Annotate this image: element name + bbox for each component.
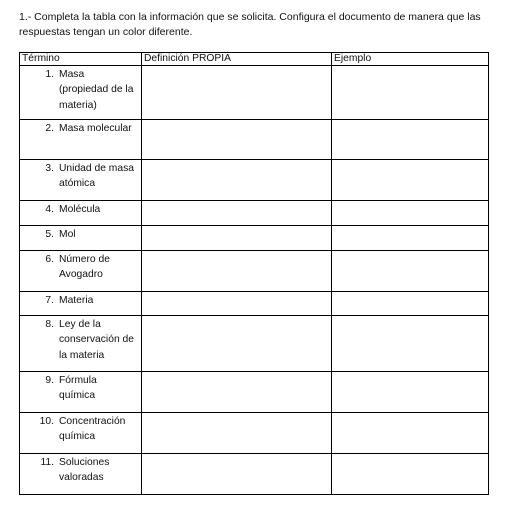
term-cell bbox=[20, 160, 142, 201]
table-row bbox=[20, 316, 489, 372]
table-row bbox=[20, 292, 489, 316]
term-number: 10. bbox=[39, 416, 54, 427]
example-cell[interactable] bbox=[332, 66, 489, 120]
example-cell[interactable] bbox=[332, 120, 489, 160]
table-row bbox=[20, 160, 489, 201]
term-cell bbox=[20, 120, 142, 160]
term-number: 3. bbox=[45, 163, 54, 174]
instructions-text: 1.- Completa la tabla con la información que se solicita. Configura el documento de manera que las respuestas tengan un color diferente. bbox=[19, 11, 481, 38]
table-row bbox=[20, 66, 489, 120]
definition-cell[interactable] bbox=[142, 316, 332, 372]
term-number: 9. bbox=[45, 375, 54, 386]
definition-cell[interactable] bbox=[142, 66, 332, 120]
table-row bbox=[20, 372, 489, 413]
example-cell[interactable] bbox=[332, 251, 489, 292]
table-row bbox=[20, 413, 489, 454]
term-cell bbox=[20, 201, 142, 226]
definition-cell[interactable] bbox=[142, 372, 332, 413]
definition-cell[interactable] bbox=[142, 454, 332, 495]
example-cell[interactable] bbox=[332, 292, 489, 316]
term-label: Materia bbox=[59, 295, 94, 306]
term-number: 1. bbox=[45, 69, 54, 80]
definitions-table bbox=[19, 52, 489, 495]
term-cell bbox=[20, 66, 142, 120]
term-number: 7. bbox=[45, 295, 54, 306]
definition-cell[interactable] bbox=[142, 160, 332, 201]
example-cell[interactable] bbox=[332, 316, 489, 372]
term-number: 2. bbox=[45, 123, 54, 134]
header-termino: Término bbox=[20, 53, 142, 66]
header-ejemplo: Ejemplo bbox=[332, 53, 489, 66]
term-label: Ley de la conservación de la materia bbox=[59, 319, 134, 361]
term-number: 5. bbox=[45, 229, 54, 240]
definition-cell[interactable] bbox=[142, 413, 332, 454]
term-cell bbox=[20, 316, 142, 372]
definition-cell[interactable] bbox=[142, 120, 332, 160]
term-cell bbox=[20, 413, 142, 454]
term-cell bbox=[20, 454, 142, 495]
term-label: Mol bbox=[59, 229, 76, 240]
table-header-row bbox=[20, 53, 489, 66]
definition-cell[interactable] bbox=[142, 292, 332, 316]
definition-cell[interactable] bbox=[142, 201, 332, 226]
table-row bbox=[20, 226, 489, 251]
term-label: Soluciones valoradas bbox=[59, 457, 110, 484]
example-cell[interactable] bbox=[332, 226, 489, 251]
term-number: 6. bbox=[45, 254, 54, 265]
term-label: Fórmula química bbox=[59, 375, 97, 402]
definition-cell[interactable] bbox=[142, 251, 332, 292]
term-cell bbox=[20, 292, 142, 316]
example-cell[interactable] bbox=[332, 160, 489, 201]
term-cell bbox=[20, 372, 142, 413]
term-cell bbox=[20, 226, 142, 251]
table-row bbox=[20, 454, 489, 495]
table-row bbox=[20, 120, 489, 160]
table-body bbox=[20, 66, 489, 495]
term-number: 8. bbox=[45, 319, 54, 330]
example-cell[interactable] bbox=[332, 201, 489, 226]
term-number: 4. bbox=[45, 204, 54, 215]
table-row bbox=[20, 251, 489, 292]
term-label: Concentración química bbox=[59, 416, 126, 443]
header-definicion: Definición PROPIA bbox=[142, 53, 332, 66]
term-label: Masa (propiedad de la materia) bbox=[59, 69, 134, 111]
term-label: Unidad de masa atómica bbox=[59, 163, 134, 190]
example-cell[interactable] bbox=[332, 454, 489, 495]
table-row bbox=[20, 201, 489, 226]
term-number: 11. bbox=[40, 457, 54, 468]
definition-cell[interactable] bbox=[142, 226, 332, 251]
term-label: Molécula bbox=[59, 204, 101, 215]
example-cell[interactable] bbox=[332, 413, 489, 454]
term-label: Masa molecular bbox=[59, 123, 132, 134]
term-cell bbox=[20, 251, 142, 292]
term-label: Número de Avogadro bbox=[59, 254, 110, 281]
example-cell[interactable] bbox=[332, 372, 489, 413]
